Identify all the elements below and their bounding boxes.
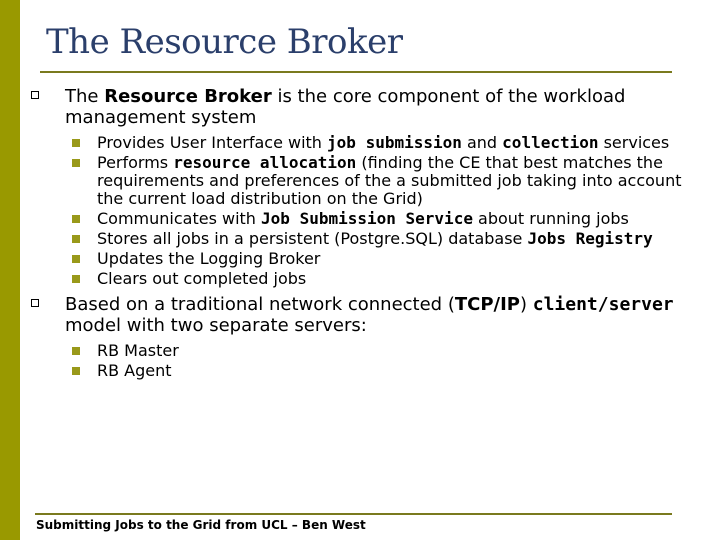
filled-square-bullet-icon (72, 159, 80, 167)
bullet-emphasis: job submission (327, 133, 462, 152)
sub-bullet-rb-master (97, 342, 705, 360)
bullet-client-server (65, 294, 705, 336)
bullet-text: Communicates with (97, 209, 262, 228)
slide-title: The Resource Broker (46, 22, 403, 62)
filled-square-bullet-icon (72, 255, 80, 263)
sub-bullet-jobs-registry (97, 230, 705, 248)
bullet-text: Updates the Logging Broker (97, 249, 321, 268)
bullet-text: RB Master (97, 341, 179, 360)
bullet-resource-broker (65, 86, 705, 128)
bullet-emphasis: resource allocation (173, 153, 357, 172)
slide-body (0, 86, 720, 386)
filled-square-bullet-icon (72, 235, 80, 243)
bullet-text: (finding the CE that best matches the requirements and preferences of the a submitted job taking into account the current load distribution on the Grid) (97, 153, 682, 208)
bullet-text: Provides User Interface with (97, 133, 328, 152)
sub-bullet-job-submission-service (97, 210, 705, 228)
filled-square-bullet-icon (72, 275, 80, 283)
bullet-text: Stores all jobs in a persistent (Postgre.SQL) database (97, 229, 528, 248)
bullet-emphasis: Job Submission Service (261, 209, 473, 228)
bullet-text: The (65, 86, 105, 107)
bullet-text: about running jobs (472, 209, 629, 228)
title-divider (40, 71, 672, 73)
bullet-text: RB Agent (97, 361, 172, 380)
hollow-square-bullet-icon (31, 299, 39, 307)
slide-footer: Submitting Jobs to the Grid from UCL – Ben West (36, 518, 366, 532)
bullet-text: Clears out completed jobs (97, 269, 307, 288)
footer-divider (35, 513, 672, 515)
bullet-emphasis: client/server (532, 294, 674, 315)
sub-bullet-user-interface (97, 134, 705, 152)
bullet-text: model with two separate servers: (65, 315, 367, 336)
bullet-text: Performs (97, 153, 174, 172)
bullet-emphasis: TCP/IP (454, 294, 520, 315)
bullet-text: Based on a traditional network connected ( (65, 294, 455, 315)
filled-square-bullet-icon (72, 367, 80, 375)
hollow-square-bullet-icon (31, 91, 39, 99)
sub-bullet-clears-jobs (97, 270, 705, 288)
bullet-text: ) (520, 294, 533, 315)
sub-bullet-resource-allocation (97, 154, 705, 208)
bullet-emphasis: Resource Broker (104, 86, 272, 107)
bullet-text: is the core component of the workload management system (65, 86, 626, 128)
filled-square-bullet-icon (72, 347, 80, 355)
filled-square-bullet-icon (72, 215, 80, 223)
filled-square-bullet-icon (72, 139, 80, 147)
sub-bullet-list (0, 342, 720, 380)
sub-bullet-list (0, 134, 720, 288)
bullet-text: and (461, 133, 503, 152)
bullet-text: services (598, 133, 670, 152)
bullet-emphasis: Jobs Registry (527, 229, 653, 248)
sub-bullet-logging-broker (97, 250, 705, 268)
bullet-emphasis: collection (502, 133, 599, 152)
sub-bullet-rb-agent (97, 362, 705, 380)
